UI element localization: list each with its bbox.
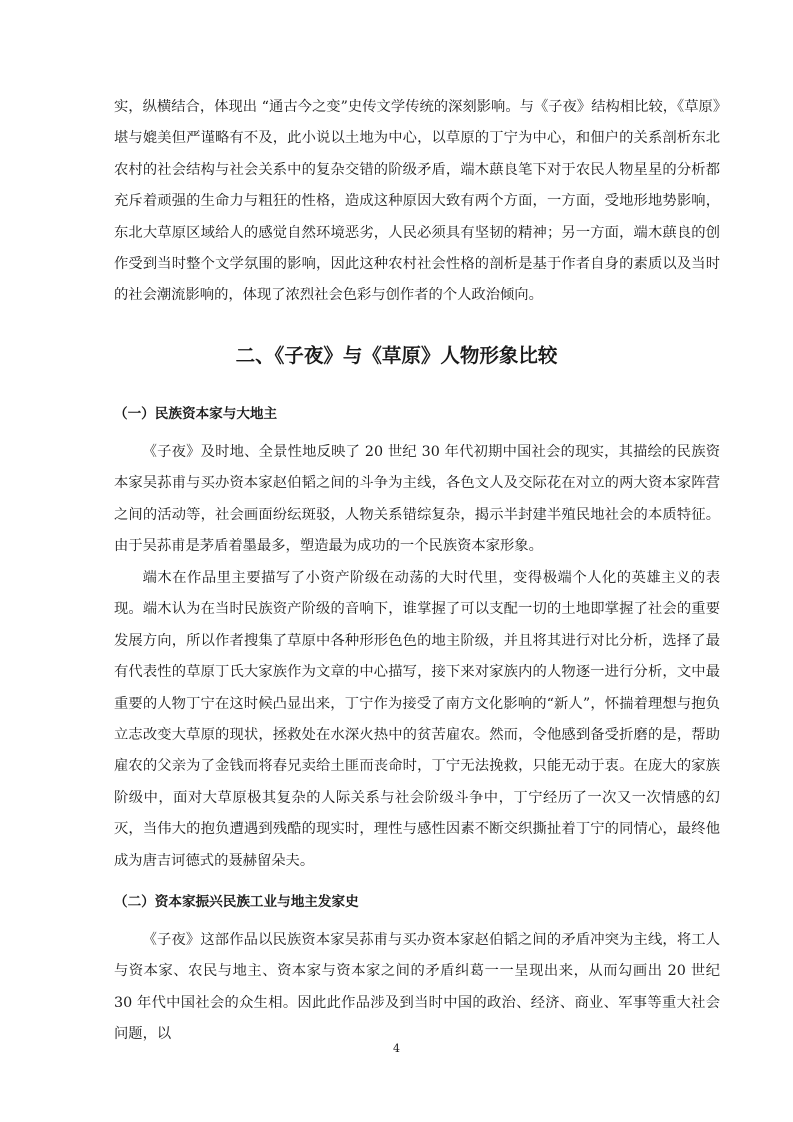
page-number: 4 (393, 1042, 400, 1055)
body-paragraph-1: 实，纵横结合，体现出 “通古今之变”史传文学传统的深刻影响。与《子夜》结构相比较，《草原》堪与媲美但严谨略有不及，此小说以土地为中心，以草原的丁宁为中心，和佃户的关系剖析东北农村的社会结构与社会关系中的复杂交错的阶级矛盾，端木蕻良笔下对于农民人物星星的分析都充斥着顽强的生命力与粗狂的性格，造成这种原因大致有两个方面，一方面，受地形地势影响，东北大草原区域给人的感觉自然环境恶劣，人民必须具有坚韧的精神；另一方面，端木蕻良的创作受到当时整个文学氛围的影响，因此这种农村社会性格的剖析是基于作者自身的素质以及当时的社会潮流影响的，体现了浓烈社会色彩与创作者的个人政治倾向。 (114, 99, 720, 304)
body-paragraph-2: 《子夜》及时地、全景性地反映了 20 世纪 30 年代初期中国社会的现实，其描绘的民族资本家吴荪甫与买办资本家赵伯韬之间的斗争为主线，各色文人及交际花在对立的两大资本家阵营之间的活动等，社会画面纷纭斑驳，人物关系错综复杂，揭示半封建半殖民地社会的本质特征。由于吴荪甫是茅盾着墨最多，塑造最为成功的一个民族资本家形象。 (114, 444, 720, 555)
subheading-2: （二）资本家振兴民族工业与地主发家史 (114, 894, 359, 910)
section-heading: 二、《子夜》与《草原》人物形象比较 (235, 344, 558, 367)
body-paragraph-3: 端木在作品里主要描写了小资产阶级在动荡的大时代里，变得极端个人化的英雄主义的表现。端木认为在当时民族资产阶级的音响下，谁掌握了可以支配一切的土地即掌握了社会的重要发展方向，所以作者搜集了草原中各种形形色色的地主阶级，并且将其进行对比分析，选择了最有代表性的草原丁氏大家族作为文章的中心描写，接下来对家族内的人物逐一进行分析，文中最重要的人物丁宁在这时候凸显出来，丁宁作为接受了南方文化影响的“新人”，怀揣着理想与抱负立志改变大草原的现状，拯救处在水深火热中的贫苦雇农。然而，令他感到备受折磨的是，帮助雇农的父亲为了金钱而将春兄卖给土匪而丧命时，丁宁无法挽救，只能无动于衷。在庞大的家族阶级中，面对大草原极其复杂的人际关系与社会阶级斗争中，丁宁经历了一次又一次情感的幻灭，当伟大的抱负遭遇到残酷的现实时，理性与感性因素不断交织撕扯着丁宁的同情心，最终他成为唐吉诃德式的聂赫留朵夫。 (114, 570, 720, 869)
body-paragraph-4: 《子夜》这部作品以民族资本家吴荪甫与买办资本家赵伯韬之间的矛盾冲突为主线，将工人与资本家、农民与地主、资本家与资本家之间的矛盾纠葛一一呈现出来，从而勾画出 20 世纪 30 年代中国社会的众生相。因此此作品涉及到当时中国的政治、经济、商业、军事等重大社会问题，以 (114, 932, 720, 1043)
subheading-1: （一）民族资本家与大地主 (114, 406, 278, 422)
